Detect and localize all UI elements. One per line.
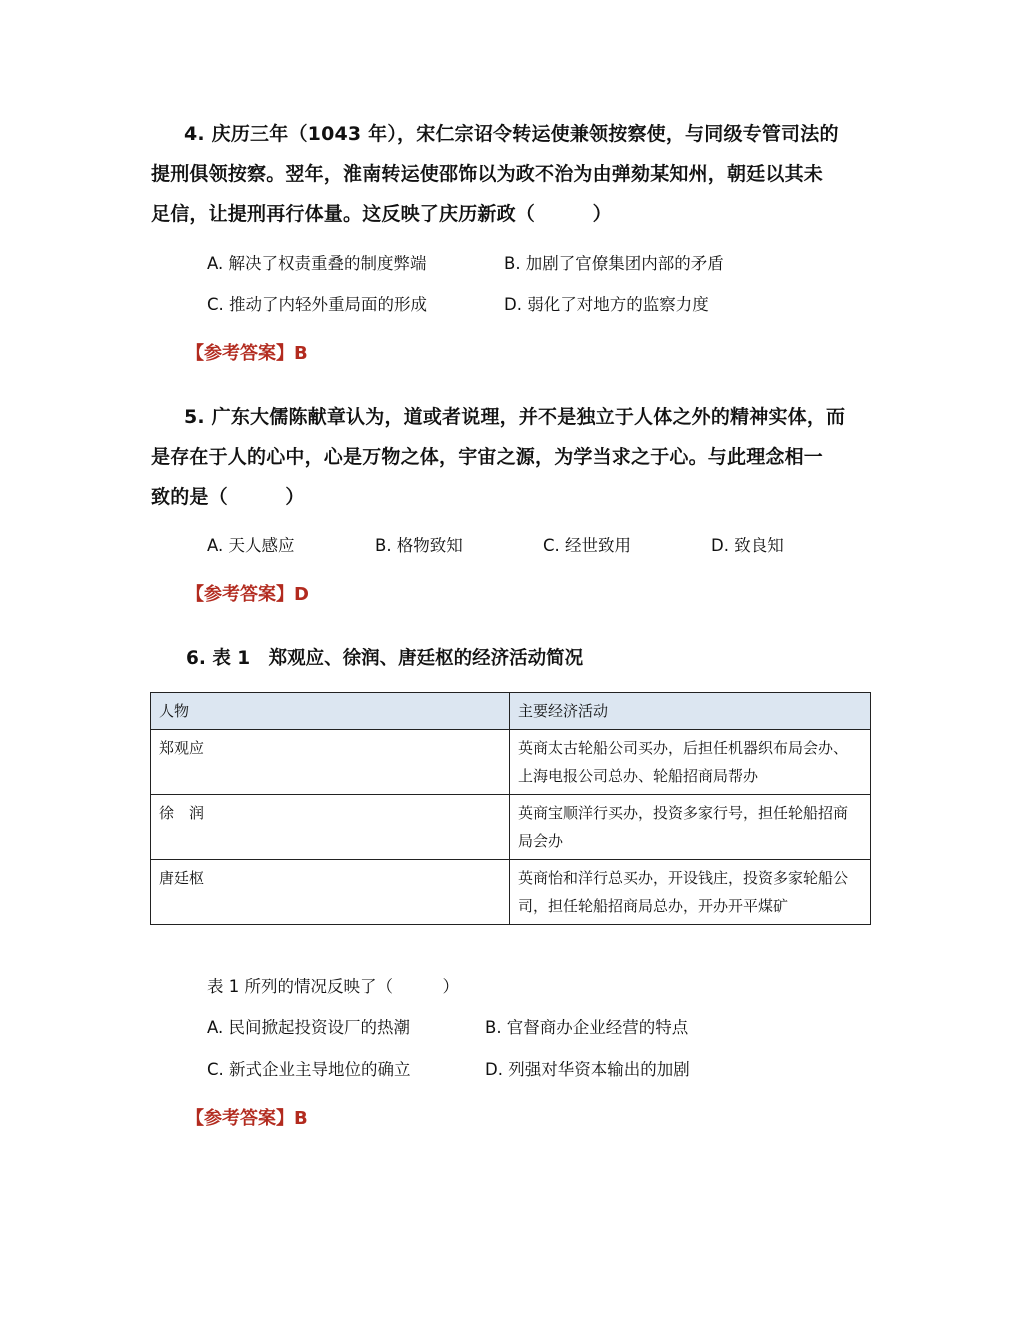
question-5-line-1: 5. 广东大儒陈献章认为，道或者说理，并不是独立于人体之外的精神实体，而 [184,406,846,428]
question-4-line-2: 提刑俱领按察。翌年，淮南转运使邵饰以为政不治为由弹劾某知州，朝廷以其未 [151,163,824,185]
table-header-person: 人物 [151,693,510,730]
table-cell-activity: 英商宝顺洋行买办，投资多家行号，担任轮船招商局会办 [510,795,871,860]
question-6-option-b: B. 官督商办企业经营的特点 [485,1018,689,1037]
table-cell-person: 唐廷枢 [151,860,510,925]
table-row [151,860,871,925]
table-header-activity: 主要经济活动 [510,693,871,730]
question-4-option-a: A. 解决了权责重叠的制度弊端 [207,254,427,273]
question-5-option-a: A. 天人感应 [207,536,295,555]
table-header-row [151,693,871,730]
question-6-option-c: C. 新式企业主导地位的确立 [207,1060,411,1079]
question-4-line-3: 足信，让提刑再行体量。这反映了庆历新政（ ） [151,203,612,225]
question-6-prompt: 表 1 所列的情况反映了（ ） [207,977,459,996]
question-4-answer: 【参考答案】B [186,343,308,364]
question-4-option-b: B. 加剧了官僚集团内部的矛盾 [504,254,724,273]
economic-activity-table [150,692,871,925]
question-5-line-3: 致的是（ ） [151,486,305,508]
question-5-option-d: D. 致良知 [711,536,784,555]
table-row [151,730,871,795]
question-6-option-a: A. 民间掀起投资设厂的热潮 [207,1018,410,1037]
table-cell-activity: 英商太古轮船公司买办，后担任机器织布局会办、上海电报公司总办、轮船招商局帮办 [510,730,871,795]
question-6-option-d: D. 列强对华资本输出的加剧 [485,1060,690,1079]
question-5-line-2: 是存在于人的心中，心是万物之体，宇宙之源，为学当求之于心。与此理念相一 [151,446,824,468]
question-4-line-1: 4. 庆历三年（1043 年），宋仁宗诏令转运使兼领按察使，与同级专管司法的 [184,123,839,145]
table-cell-activity: 英商怡和洋行总买办，开设钱庄，投资多家轮船公司，担任轮船招商局总办，开办开平煤矿 [510,860,871,925]
question-4-option-c: C. 推动了内轻外重局面的形成 [207,295,428,314]
question-5-option-b: B. 格物致知 [375,536,463,555]
question-6-table-title: 6. 表 1 郑观应、徐润、唐廷枢的经济活动简况 [186,648,584,669]
question-5-option-c: C. 经世致用 [543,536,632,555]
table-cell-person: 徐 润 [151,795,510,860]
question-5-stem [151,397,871,517]
question-5-answer: 【参考答案】D [186,584,309,605]
question-4-option-d: D. 弱化了对地方的监察力度 [504,295,709,314]
table-row [151,795,871,860]
question-6-answer: 【参考答案】B [186,1108,308,1129]
question-4-stem [151,114,871,234]
table-cell-person: 郑观应 [151,730,510,795]
